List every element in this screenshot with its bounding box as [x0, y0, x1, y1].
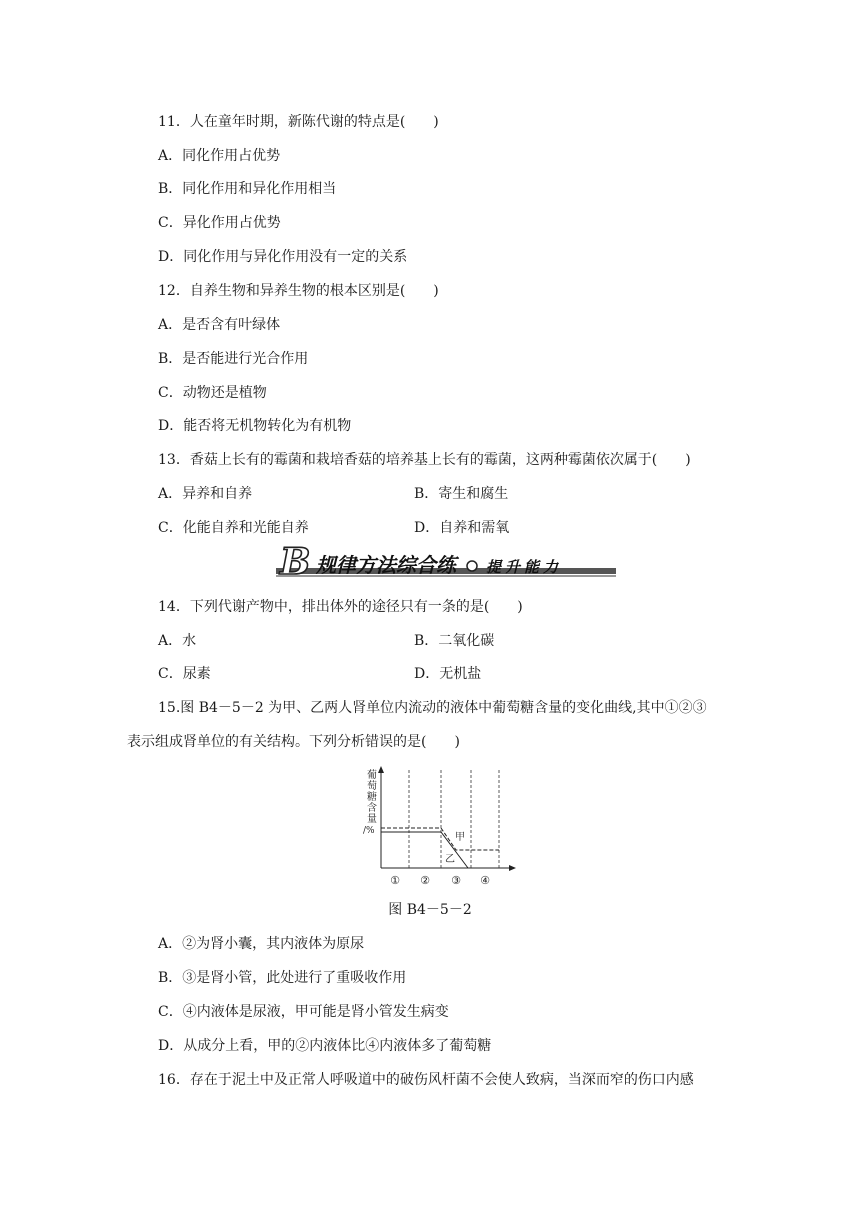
y-axis-label-char-1: 葡: [367, 770, 377, 781]
banner-title: 规律方法综合练: [316, 553, 456, 577]
curve-label-yi: 乙: [445, 854, 455, 865]
question-13-stem: 13．香菇上长有的霉菌和栽培香菇的培养基上长有的霉菌，这两种霉菌依次属于( ): [158, 452, 691, 468]
q11-option-a: A．同化作用占优势: [158, 148, 281, 164]
section-banner: [272, 544, 618, 586]
question-16-stem: 16．存在于泥土中及正常人呼吸道中的破伤风杆菌不会使人致病，当深而窄的伤口内感: [158, 1072, 694, 1088]
glucose-figure: [360, 766, 520, 892]
q15-option-d: D．从成分上看，甲的②内液体比④内液体多了葡萄糖: [158, 1038, 492, 1054]
curve-jia: [381, 828, 499, 850]
q14-option-d: D．无机盐: [414, 666, 482, 682]
y-axis-arrow: [378, 766, 384, 773]
q13-option-a: A．异养和自养: [158, 486, 253, 502]
y-axis-label-char-2: 萄: [367, 781, 377, 792]
glucose-chart: [360, 766, 520, 892]
x-label-1: ①: [390, 874, 400, 887]
question-15-stem-line1: 15.图 B4－5－2 为甲、乙两人肾单位内流动的液体中葡萄糖含量的变化曲线,其中①②③: [158, 700, 707, 716]
banner-letter: B: [280, 544, 311, 583]
x-label-2: ②: [420, 874, 430, 887]
q13-option-b: B．寄生和腐生: [414, 486, 509, 502]
q14-option-a: A．水: [158, 633, 197, 649]
y-axis-label-char-4: 含: [367, 803, 377, 814]
curve-label-jia: 甲: [455, 832, 465, 843]
y-axis-label-char-3: 糖: [367, 792, 377, 803]
x-label-3: ③: [451, 874, 461, 887]
q12-option-b: B．是否能进行光合作用: [158, 351, 309, 367]
q12-option-d: D．能否将无机物转化为有机物: [158, 418, 352, 434]
banner-dot: [467, 561, 477, 571]
banner-graphic: [272, 544, 618, 586]
q15-option-a: A．②为肾小囊，其内液体为原尿: [158, 936, 365, 952]
q12-option-c: C．动物还是植物: [158, 385, 267, 401]
banner-subtitle: 提升能力: [486, 558, 563, 576]
q14-option-b: B．二氧化碳: [414, 633, 495, 649]
x-axis-arrow: [509, 865, 516, 871]
x-label-4: ④: [480, 874, 490, 887]
q13-option-c: C．化能自养和光能自养: [158, 520, 309, 536]
q11-option-b: B．同化作用和异化作用相当: [158, 181, 337, 197]
y-axis-label-char-5: 量: [367, 814, 377, 825]
question-11-stem: 11．人在童年时期，新陈代谢的特点是( ): [158, 114, 439, 130]
q15-option-b: B．③是肾小管，此处进行了重吸收作用: [158, 970, 407, 986]
figure-caption: 图 B4－5－2: [388, 902, 472, 918]
q14-option-c: C．尿素: [158, 666, 211, 682]
question-12-stem: 12．自养生物和异养生物的根本区别是( ): [158, 283, 439, 299]
q13-option-d: D．自养和需氧: [414, 520, 510, 536]
question-15-stem-line2: 表示组成肾单位的有关结构。下列分析错误的是( ): [127, 734, 460, 750]
y-axis-unit: /%: [363, 826, 375, 836]
q12-option-a: A．是否含有叶绿体: [158, 317, 281, 333]
q11-option-c: C．异化作用占优势: [158, 215, 281, 231]
q11-option-d: D．同化作用与异化作用没有一定的关系: [158, 249, 408, 265]
q15-option-c: C．④内液体是尿液，甲可能是肾小管发生病变: [158, 1004, 449, 1020]
question-14-stem: 14．下列代谢产物中，排出体外的途径只有一条的是( ): [158, 599, 523, 615]
